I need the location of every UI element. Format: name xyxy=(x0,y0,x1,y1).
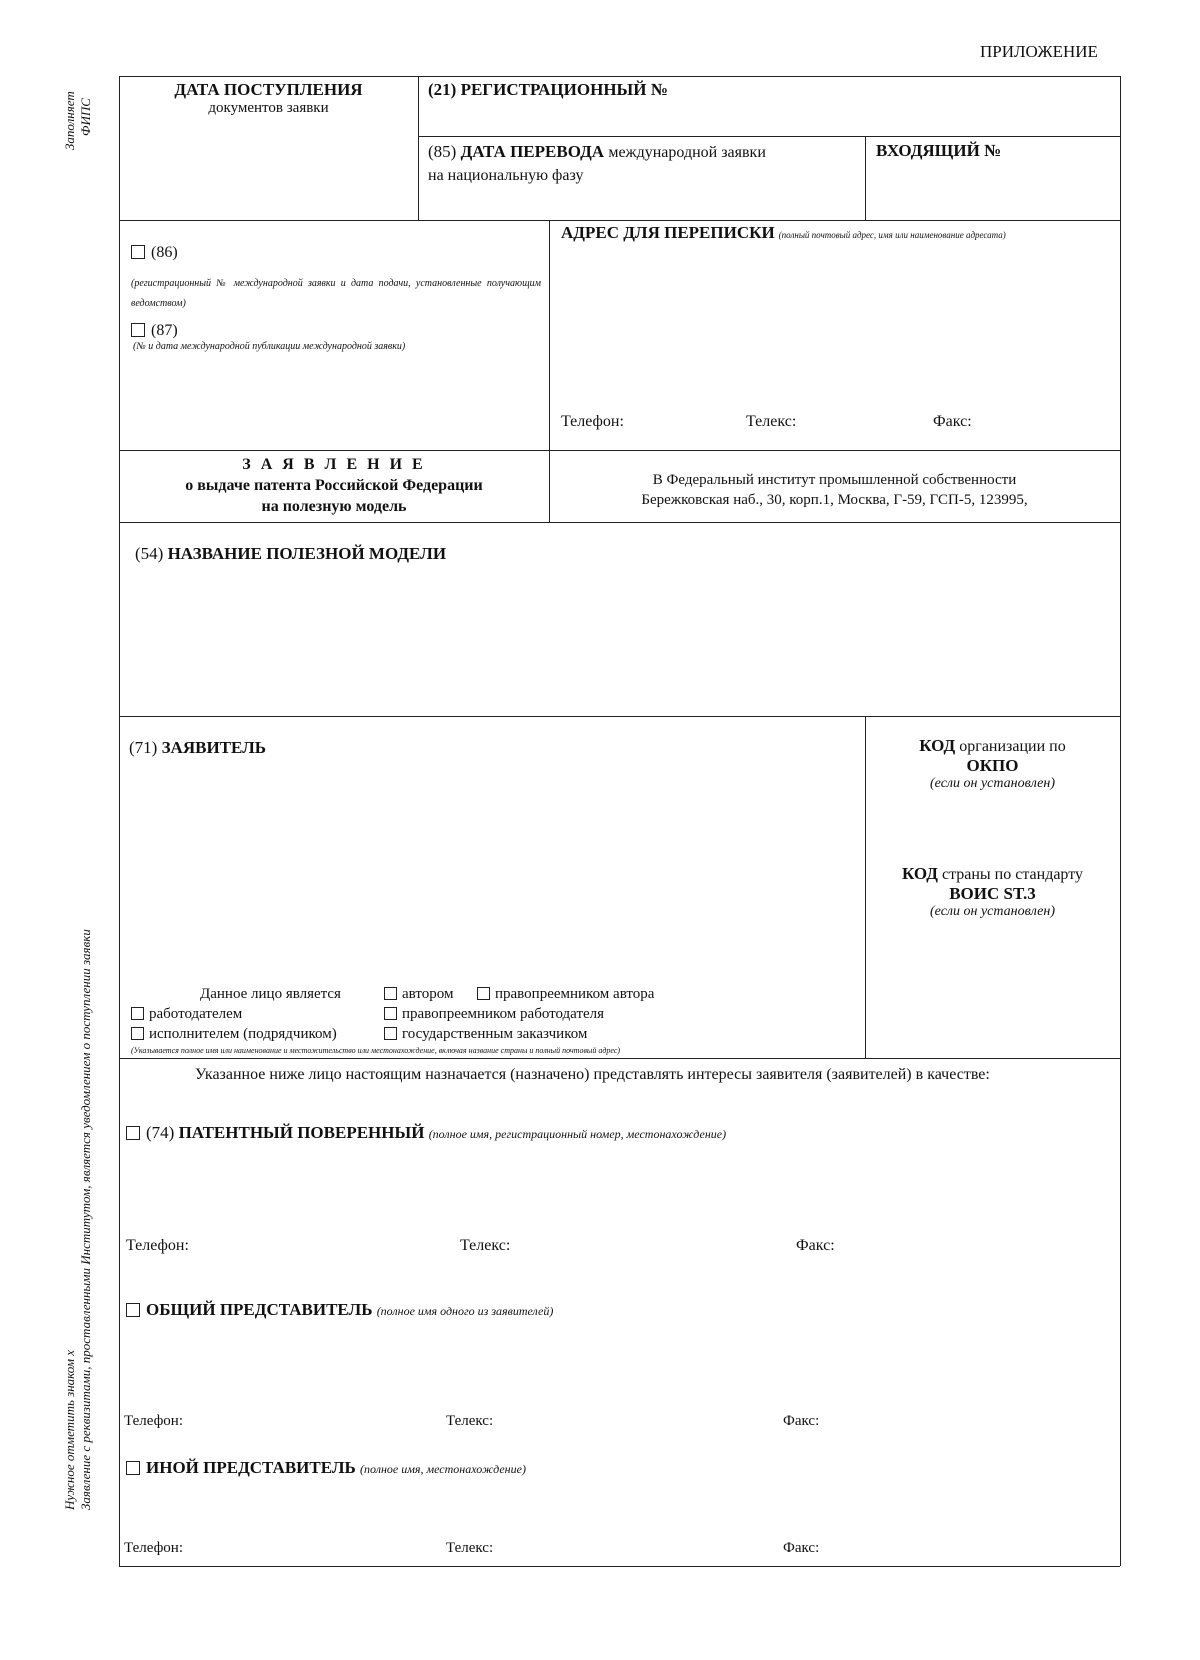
okpo-rest: организации по xyxy=(959,738,1066,755)
country-code-block xyxy=(865,864,1120,920)
common-phone: Телефон: xyxy=(124,1413,183,1429)
other-telex: Телекс: xyxy=(446,1540,494,1556)
recipient-address xyxy=(549,470,1120,510)
fips-note-line2: ФИПС xyxy=(78,98,93,136)
margin-note-line2: Заявление с реквизитами, проставленными Институтом, является уведомлением о поступлении заявки xyxy=(78,929,93,1510)
correspondence-note: (полный почтовый адрес, имя или наименование адресата) xyxy=(778,230,1006,240)
okpo-title: ОКПО xyxy=(966,756,1019,775)
fips-note xyxy=(62,91,94,150)
attorney-code: (74) xyxy=(146,1123,175,1142)
recipient-line2: Бережковская наб., 30, корп.1, Москва, Г-59, ГСП-5, 123995, xyxy=(641,492,1028,508)
option-employer[interactable] xyxy=(131,1006,242,1023)
transfer-line2: на национальную фазу xyxy=(428,167,584,184)
attorney-telex: Телекс: xyxy=(460,1237,511,1254)
option-employer-label: работодателем xyxy=(149,1006,243,1022)
other-phone: Телефон: xyxy=(124,1540,183,1556)
statement-title: З А Я В Л Е Н И Е xyxy=(242,456,426,473)
option-customer[interactable] xyxy=(384,1026,587,1043)
applicant-code: (71) xyxy=(129,738,158,757)
field-87-code: (87) xyxy=(151,322,178,339)
checkbox-86[interactable] xyxy=(131,245,145,259)
checkbox-successor-author[interactable] xyxy=(477,987,490,1000)
applicant-note: (Указывается полное имя или наименование и местожительство или местонахождение, включая название страны и полный почтовый адрес) xyxy=(131,1046,621,1055)
correspondence-telex: Телекс: xyxy=(746,413,797,430)
checkbox-contractor[interactable] xyxy=(131,1027,144,1040)
country-kod: КОД xyxy=(901,864,938,883)
other-title: ИНОЙ ПРЕДСТАВИТЕЛЬ xyxy=(146,1458,356,1477)
okpo-kod: КОД xyxy=(919,736,956,755)
field-86[interactable] xyxy=(131,244,178,262)
attorney-section[interactable] xyxy=(126,1123,726,1143)
applicant-title: ЗАЯВИТЕЛЬ xyxy=(161,738,267,757)
registration-number-label: (21) РЕГИСТРАЦИОННЫЙ № xyxy=(428,80,668,99)
checkbox-customer[interactable] xyxy=(384,1027,397,1040)
field-87-note: (№ и дата международной публикации международной заявки) xyxy=(133,341,406,352)
field-87[interactable] xyxy=(131,322,178,340)
receipt-date-sub: документов заявки xyxy=(208,100,329,116)
transfer-title: ДАТА ПЕРЕВОДА xyxy=(460,142,605,161)
correspondence-fax: Факс: xyxy=(933,413,972,430)
fips-note-line1: Заполняет xyxy=(62,91,77,150)
common-title: ОБЩИЙ ПРЕДСТАВИТЕЛЬ xyxy=(146,1300,373,1319)
common-fax: Факс: xyxy=(783,1413,820,1429)
field-86-note: (регистрационный № международной заявки и дата подачи, установленные получающим ведомством) xyxy=(131,278,541,309)
attorney-phone: Телефон: xyxy=(126,1237,189,1254)
correspondence-header xyxy=(561,223,1116,243)
statement-line2: о выдаче патента Российской Федерации xyxy=(185,477,483,494)
option-contractor-label: исполнителем (подрядчиком) xyxy=(149,1026,337,1042)
option-successor-author-label: правопреемником автора xyxy=(495,986,655,1002)
common-representative-section[interactable] xyxy=(126,1300,553,1320)
country-note: (если он установлен) xyxy=(930,904,1055,919)
utility-model-name-label xyxy=(135,544,446,564)
recipient-line1: В Федеральный институт промышленной собственности xyxy=(652,472,1017,488)
attorney-title: ПАТЕНТНЫЙ ПОВЕРЕННЫЙ xyxy=(178,1123,425,1142)
attorney-note: (полное имя, регистрационный номер, местонахождение) xyxy=(428,1127,727,1141)
option-author-label: автором xyxy=(402,986,454,1002)
transfer-date-cell xyxy=(428,141,858,187)
checkbox-87[interactable] xyxy=(131,323,145,337)
okpo-note: (если он установлен) xyxy=(930,776,1055,791)
okpo-code-block xyxy=(865,736,1120,792)
transfer-code: (85) xyxy=(428,142,457,161)
option-customer-label: государственным заказчиком xyxy=(402,1026,588,1042)
checkbox-common-representative[interactable] xyxy=(126,1303,140,1317)
other-fax: Факс: xyxy=(783,1540,820,1556)
country-rest: страны по стандарту xyxy=(941,866,1083,883)
option-successor-employer-label: правопреемником работодателя xyxy=(402,1006,605,1022)
field-86-code: (86) xyxy=(151,244,178,261)
checkbox-employer[interactable] xyxy=(131,1007,144,1020)
appendix-label: ПРИЛОЖЕНИЕ xyxy=(980,42,1098,61)
margin-note-line1: Нужное отметить знаком x xyxy=(62,1349,77,1510)
representative-intro: Указанное ниже лицо настоящим назначается (назначено) представлять интересы заявителя (заявителей) в качестве: xyxy=(195,1066,990,1083)
incoming-number-label: ВХОДЯЩИЙ № xyxy=(876,141,1002,160)
other-note: (полное имя, местонахождение) xyxy=(360,1462,526,1476)
attorney-fax: Факс: xyxy=(796,1237,835,1254)
option-successor-author[interactable] xyxy=(477,986,654,1003)
receipt-date-cell xyxy=(119,80,418,117)
receipt-date-title: ДАТА ПОСТУПЛЕНИЯ xyxy=(174,80,363,99)
checkbox-other-representative[interactable] xyxy=(126,1461,140,1475)
margin-bottom-note xyxy=(62,929,94,1510)
option-author[interactable] xyxy=(384,986,453,1003)
correspondence-phone: Телефон: xyxy=(561,413,624,430)
person-is-label: Данное лицо является xyxy=(200,986,341,1002)
country-title: ВОИС ST.3 xyxy=(949,884,1036,903)
checkbox-author[interactable] xyxy=(384,987,397,1000)
correspondence-title: АДРЕС ДЛЯ ПЕРЕПИСКИ xyxy=(561,223,775,242)
transfer-rest: международной заявки xyxy=(608,144,766,161)
name-title: НАЗВАНИЕ ПОЛЕЗНОЙ МОДЕЛИ xyxy=(167,544,447,563)
other-representative-section[interactable] xyxy=(126,1458,526,1478)
name-code: (54) xyxy=(135,544,164,563)
statement-title-block xyxy=(119,454,549,517)
common-note: (полное имя одного из заявителей) xyxy=(376,1304,554,1318)
option-successor-employer[interactable] xyxy=(384,1006,604,1023)
option-contractor[interactable] xyxy=(131,1026,337,1043)
statement-line3: на полезную модель xyxy=(261,498,407,515)
checkbox-attorney[interactable] xyxy=(126,1126,140,1140)
applicant-label xyxy=(129,738,266,758)
common-telex: Телекс: xyxy=(446,1413,494,1429)
checkbox-successor-employer[interactable] xyxy=(384,1007,397,1020)
